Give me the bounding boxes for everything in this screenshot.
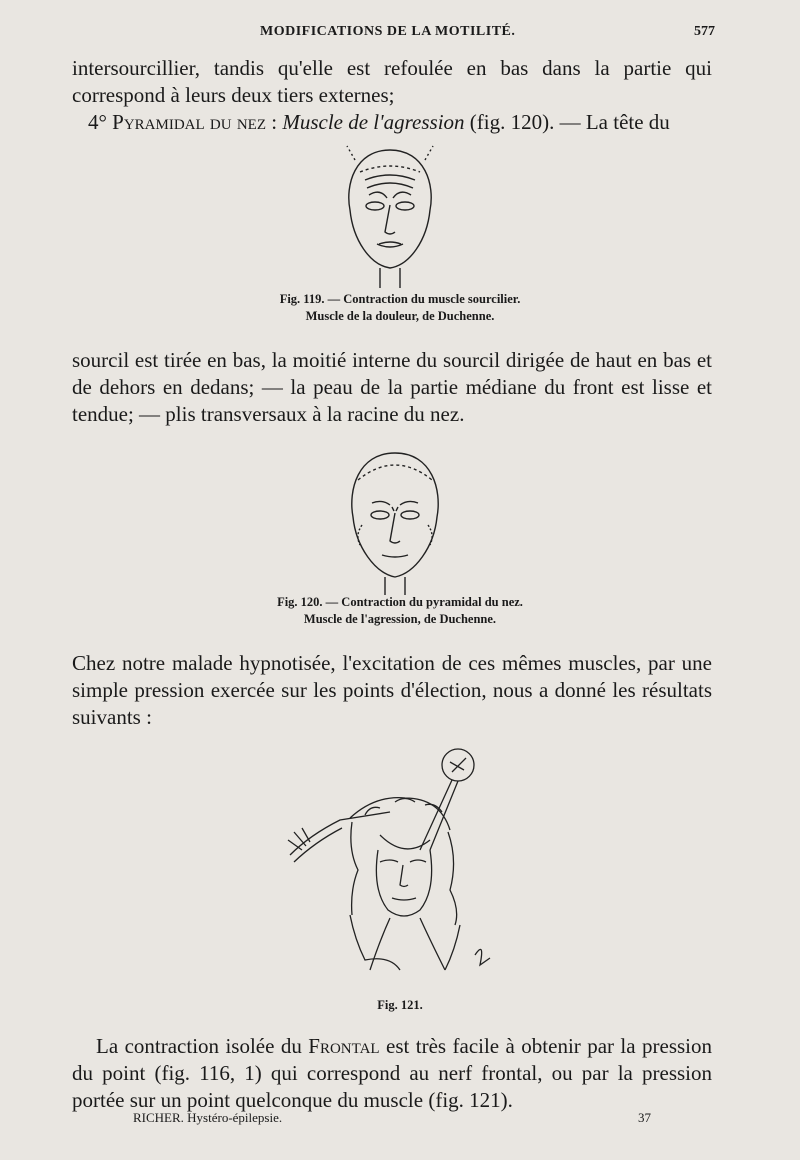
footer-author: RICHER. Hystéro-épilepsie. [133,1110,283,1125]
figure-121-illustration [280,740,520,995]
page-number: 577 [694,24,715,39]
figure-121-caption: Fig. 121. [377,998,423,1012]
paragraph-4-text-b: est très facile à obtenir par la pression du point (fig. 116, 1) qui correspond au nerf frontal, ou par la pression portée sur un point quelconque du muscle (fig. 121). [72,1034,712,1112]
running-title: MODIFICATIONS DE LA MOTILITÉ. [260,24,516,39]
figure-119-caption [150,291,650,325]
paragraph-4 [72,1033,712,1114]
figure-119-caption-line2: Muscle de la douleur, de Duchenne. [305,309,495,323]
figure-120-caption [150,594,650,628]
paragraph-1 [72,55,712,136]
footer-signature: 37 [638,1110,651,1125]
paragraph-2: sourcil est tirée en bas, la moitié interne du sourcil dirigée de haut en bas et de dehors en dedans; — la peau de la partie médiane du front est lisse et tendue; — plis transversaux à la racine du nez. [72,348,712,426]
figure-120-face [330,445,460,595]
paragraph-4-text-a: La contraction isolée du [96,1034,309,1058]
figure-119-caption-line1: Fig. 119. — Contraction du muscle sourcilier. [279,292,521,306]
figure-120-caption-line1: Fig. 120. — Contraction du pyramidal du nez. [277,595,523,609]
figure-120-caption-line2: Muscle de l'agression, de Duchenne. [303,612,497,626]
page-footer [0,1110,800,1130]
paragraph-1-text-a: intersourcillier, tandis qu'elle est refoulée en bas dans la partie qui correspond à leurs deux tiers externes; [72,56,712,107]
page-header [0,24,800,46]
figure-119-face [325,140,455,290]
paragraph-1-number: 4° [88,110,107,134]
paragraph-1-italic: Muscle de l'agression [282,110,465,134]
paragraph-1-text-b: (fig. 120). — La tête du [464,110,670,134]
frontal-term: Frontal [308,1034,380,1058]
paragraph-3: Chez notre malade hypnotisée, l'excitation de ces mêmes muscles, par une simple pression exercée sur les points d'élection, nous a donné les résultats suivants : [72,651,712,729]
paragraph-1-colon: : [266,110,283,134]
pyramidal-heading: Pyramidal du nez [112,110,266,134]
